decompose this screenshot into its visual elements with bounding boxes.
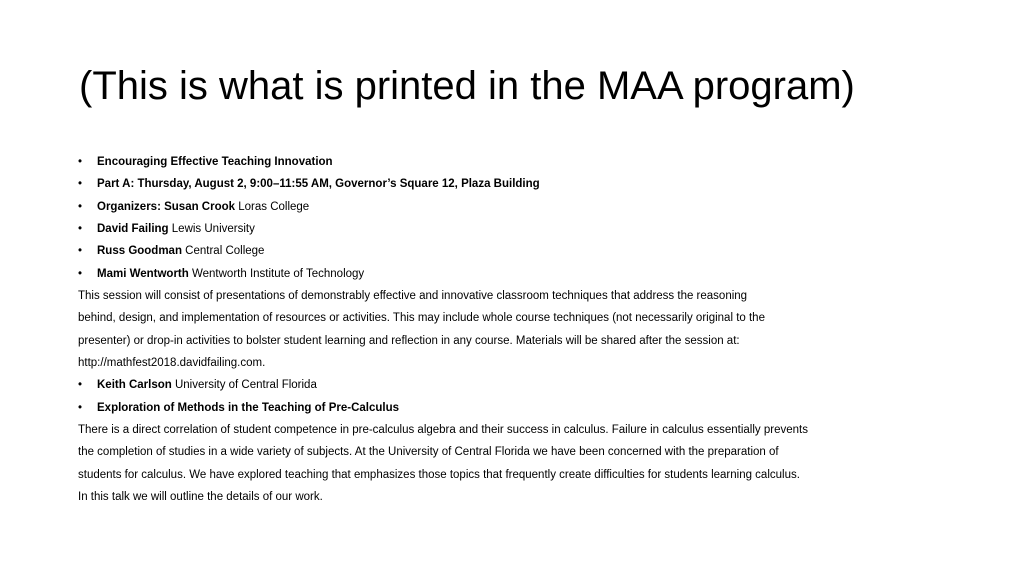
organizer-affiliation: Wentworth Institute of Technology [188,267,365,280]
organizer-affiliation: Central College [181,245,265,258]
organizer-affiliation: Lewis University [168,223,255,236]
bullet-icon: • [78,178,83,191]
bullet-icon: • [78,267,83,280]
paragraph-line: students for calculus. We have explored teaching that emphasizes those topics that frequently create difficulties for students learning calculus. [78,468,800,481]
organizer-name: Mami Wentworth [97,267,189,280]
organizer-name: Russ Goodman [97,245,182,258]
speaker-name: Keith Carlson [97,379,172,392]
organizer-affiliation: Loras College [235,200,310,213]
paragraph-line: In this talk we will outline the details of our work. [78,491,323,504]
paragraph-line: the completion of studies in a wide variety of subjects. At the University of Central Florida we have been concerned with the preparation of [78,446,779,459]
organizer-name: David Failing [97,223,169,236]
organizer-name: Organizers: Susan Crook [97,200,236,213]
bullet-item [78,218,978,240]
bullet-icon: • [78,245,83,258]
bullet-icon: • [78,401,83,414]
bullet-icon: • [78,156,83,168]
slide-title: (This is what is printed in the MAA program) [79,64,855,108]
bullet-item [78,173,978,195]
bullet-item [78,196,978,218]
paragraph-line: behind, design, and implementation of resources or activities. This may include whole course techniques (not necessarily original to the [78,312,765,325]
session-time-location: Part A: Thursday, August 2, 9:00–11:55 AM, Governor’s Square 12, Plaza Building [97,178,540,191]
slide-content [78,151,978,509]
bullet-item [78,374,978,396]
paragraph-line: There is a direct correlation of student competence in pre-calculus algebra and their success in calculus. Failure in calculus essentially prevents [78,424,808,437]
paragraph-line: http://mathfest2018.davidfailing.com. [78,357,266,370]
bullet-item [78,240,978,262]
paragraph-line: This session will consist of presentations of demonstrably effective and innovative classroom techniques that address the reasoning [78,290,748,303]
session-title: Encouraging Effective Teaching Innovation [97,156,333,168]
talk-title: Exploration of Methods in the Teaching of Pre-Calculus [97,401,400,414]
bullet-icon: • [78,200,83,213]
bullet-item [78,151,978,173]
bullet-item [78,263,978,285]
speaker-affiliation: University of Central Florida [171,379,317,392]
paragraph-line: presenter) or drop-in activities to bolster student learning and reflection in any course. Materials will be shared after the session at: [78,334,740,347]
bullet-item [78,397,978,419]
bullet-icon: • [78,379,83,392]
bullet-icon: • [78,223,83,236]
